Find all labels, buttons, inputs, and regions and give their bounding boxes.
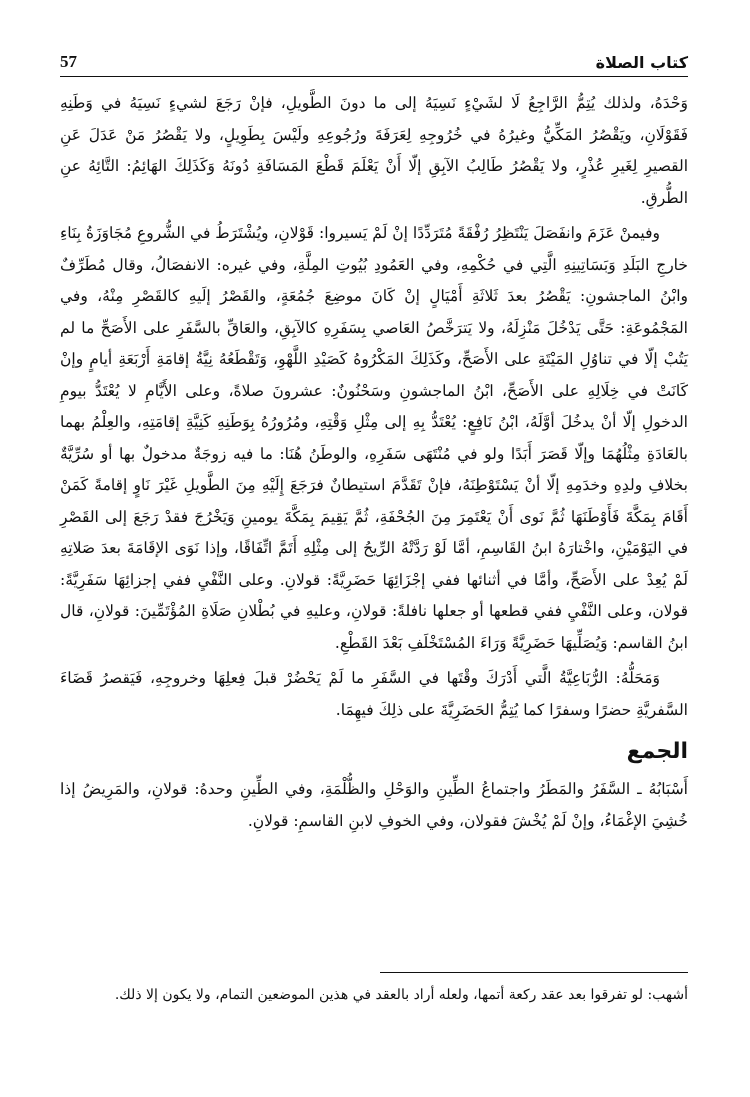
paragraph: وفيمنْ عَزَمَ وانفَصَلَ يَنْتَظِرُ رُفْقَةً مُتَرَدِّدًا إنْ لَمْ يَسيروا: قَوْلانِ، ويُشْتَرَطُ في الشُّروعِ مُجَاوَزَةُ بِنَاءِ خارجِ البَلَدِ وَبَسَاتِينِهِ الَّتِي في حُكْمِهِ، وفي العَمُودِ بُيُوتِ المِلَّةِ، وفي غيره: الانفصَالُ، وقال مُطَرِّفٌ وابْنُ الماجشونِ: يَقْصُرُ بعدَ ثَلاثَةِ أَمْيَالٍ إنْ كَانَ موضِعَ جُمُعَةٍ، والقَصْرُ إلَيهِ كالقَصْرِ مِنْهُ، وفي المَجْمُوعَةِ: حَتَّى يَدْخُلَ مَنْزِلَهُ، ولا يَترَخَّصُ العَاصي بِسَفَرِهِ كالآبِقِ، والعَاقِّ بالسَّفَرِ على الأَصَحِّ ما لم يَتُبْ إلّا في تناوُلِ المَيْتَةِ على الأَصَحِّ، وكَذَلِكَ المَكْرُوهُ كَصَيْدِ اللَّهْوِ، وَتَقْطَعُهُ نِيَّةُ إقامَةِ أَرْبَعَةِ أيامٍ وإنْ كَانَتْ في خِلَالِهِ على الأَصَحِّ، ابْنُ الماجشونِ وسَحْنُونٌ: عشرونَ صلاةً، وعلى الأَيَّامِ لا يُعْتَدُّ بيومِ الدخولِ إلّا أنْ يدخُلَ أوَّلَهُ، ابْنُ نَافِعٍ: يُعْتَدُّ بِهِ إلى مِثْلِ وَقْتِهِ، ومُرُورُهُ بِوَطَنِهِ كَنِيَّةِ إقامَتِهِ، والعِلْمُ بهما بالعَادَةِ مِثْلُهُمَا وإلّا قَصَرَ أَبَدًا ولو في مُنْتَهَى سَفَرِهِ، والوطَنُ هُنَا: ما فيه زوجَةٌ مدخولٌ بها أو سُرِّيَّةٌ بخلافِ ولدِهِ وخدَمِهِ إلّا أنْ يَسْتَوْطِنَهُ، فإنْ تَقَدَّمَ استيطانٌ فرَجَعَ إِلَيْهِ مِنَ الطَّويلِ غَيْرَ نَاوٍ إقامةً كَمَنْ أَقَامَ بِمَكَّةَ فَأَوْطَنَهَا ثُمَّ نَوى أَنْ يَعْتَمِرَ مِنَ الجُحْفَةِ، ثُمَّ يَقِيمَ بِمَكَّةَ يومينِ وَيَخْرُجَ فقدْ رَجَعَ إلى القَصْرِ في اليَوْمَيْنِ، واخْتارَهُ ابنُ القَاسِمِ، أمَّا لَوْ رَدَّتْهُ الرِّيحُ إلى مِثْلِهِ أَتَمَّ اتِّفَاقًا، وإذا نَوَى الإقَامَةَ بعدَ صَلاتِهِ لَمْ يُعِدْ على الأَصَحِّ، وأمَّا في أثنائها ففي إجْزَائِهَا حَضَرِيَّةً: قولانِ. وعلى النَّفْيِ ففي إجزائِهَا سَفَرِيَّةً: قولان، وعلى النَّفْيِ ففي قطعها أو جعلها نافلةً: قولانِ، وعليهِ في بُطْلانِ صَلَاةِ المُؤْتَمِّينَ: قولانِ، قال ابنُ القاسم: وَيُصَلِّيهَا حَضَرِيَّةً وَرَاءَ المُسْتَخْلَفِ بَعْدَ القَطْعِ. — [60, 224, 688, 652]
section-heading: الجمع — [626, 739, 688, 764]
page-number: 57 — [60, 52, 77, 71]
footnote: أشهب: لو تفرقوا بعد عقد ركعة أتمها، ولعله أراد بالعقد في هذين الموضعين التمام، ولا يكون إلا ذلك. — [114, 987, 688, 1003]
footnote-divider — [380, 972, 688, 973]
page-header — [60, 42, 688, 77]
running-title: كتاب الصلاة — [595, 53, 688, 72]
paragraph: وَحْدَهُ، ولذلك يُتِمُّ الرَّاجِعُ لَا لشَيْءٍ نَسِيَهُ إلى ما دونَ الطَّويلِ، فإنْ رَجَعَ لشيءٍ نَسِيَهُ في وَطَنِهِ فَقَوْلَانِ، ويَقْصُرُ المَكِّيُّ وغيرُهُ في خُرُوجِهِ لِعَرَفَةَ ورُجُوعِهِ ولَيْسَ بِطَوِيلٍ، ولا يَقْصُرُ مَنْ عَدَلَ عَنِ القصيرِ لِغَيرِ عُذْرٍ، ولا يَقْصُرُ طَالِبُ الآبِقِ إلّا أَنْ يَعْلَمَ قَطْعَ المَسَافَةِ دُونَهُ وَكَذَلِكَ الهَائِمُ: التَّائِهُ عنِ الطُّرقِ. — [60, 94, 688, 207]
main-text — [60, 88, 688, 837]
paragraph: أَسْبَابُهُ ـ السَّفَرُ والمَطَرُ واجتماعُ الطِّينِ والوَحْلِ والظُّلْمَةِ، وفي الطِّينِ وحدهُ: قولانِ، والمَرِيضُ إذا خُشِيَ الإغْمَاءُ، وإنْ لَمْ يُخْشَ فقولان، وفي الخوفِ لابنِ القاسمِ: قولانِ. — [60, 780, 688, 830]
paragraph: وَمَحَلُّهُ: الرُّبَاعِيَّةُ الَّتي أَدْرَكَ وقْتَها في السَّفَرِ ما لَمْ يَحْضُرْ قبلَ فِعلِهَا وخروجِهِ، فَيَقصرُ قَضَاءَ السَّفريَّةِ حضرًا وسفرًا كما يُتِمُّ الحَضَرِيَّةَ على ذلِكَ فيهِمَا. — [60, 669, 688, 719]
